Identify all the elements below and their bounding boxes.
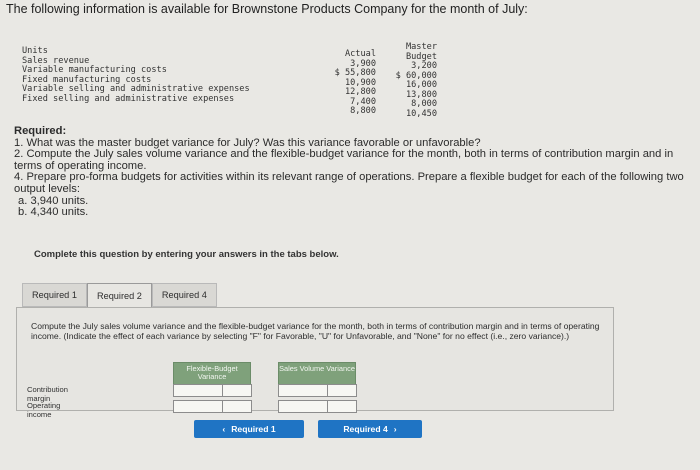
oi-volume-effect-select[interactable] xyxy=(327,400,357,413)
actual-value: 7,400 xyxy=(350,96,376,107)
master-header: Budget xyxy=(405,51,437,62)
actual-value: $ 55,800 xyxy=(334,68,376,78)
required-section xyxy=(14,126,694,219)
required-subitem: a. 3,940 units. xyxy=(18,194,89,207)
master-value: 3,200 xyxy=(411,61,437,71)
oi-flex-amount-input[interactable] xyxy=(173,400,223,413)
next-tab-label: Required 4 xyxy=(343,424,388,434)
tab-required-4[interactable]: Required 4 xyxy=(152,283,217,307)
master-value: 16,000 xyxy=(405,80,437,90)
cm-flex-amount-input[interactable] xyxy=(173,384,223,397)
previous-tab-button[interactable] xyxy=(194,420,304,438)
master-budget-column xyxy=(383,43,437,119)
required-item: 1. What was the master budget variance for July? Was this variance favorable or unfavorable? xyxy=(14,136,481,149)
row-label: Sales revenue xyxy=(22,55,90,66)
master-header: Master xyxy=(405,42,437,52)
cm-volume-amount-input[interactable] xyxy=(278,384,328,397)
row-label: Fixed selling and administrative expenses xyxy=(22,93,235,104)
oi-volume-amount-input[interactable] xyxy=(278,400,328,413)
actual-value: 10,900 xyxy=(344,77,376,88)
row-label: Units xyxy=(22,46,48,56)
answer-panel xyxy=(16,307,614,419)
row-labels xyxy=(22,47,250,104)
required-title: Required: xyxy=(14,125,67,137)
next-tab-button[interactable] xyxy=(318,420,422,438)
required-item: 4. Prepare pro-forma budgets for activities within its relevant range of operations. Prepare a flexible budget for each of the following two output levels: xyxy=(14,171,684,195)
operating-income-label: Operating income xyxy=(27,401,61,419)
actual-value: 3,900 xyxy=(350,58,376,69)
tab-bar xyxy=(22,283,217,307)
actual-value: 8,800 xyxy=(350,106,376,116)
contribution-margin-label: Contribution margin xyxy=(27,385,68,403)
master-value: 8,000 xyxy=(411,99,437,109)
actual-value: 12,800 xyxy=(344,87,376,97)
previous-tab-label: Required 1 xyxy=(231,424,276,434)
chevron-right-icon: › xyxy=(393,424,397,434)
row-label: Variable selling and administrative expenses xyxy=(22,84,250,94)
chevron-left-icon: ‹ xyxy=(222,424,226,434)
flexible-budget-variance-header: Flexible-Budget Variance xyxy=(173,362,251,386)
tab-required-2[interactable]: Required 2 xyxy=(87,283,152,308)
actual-column xyxy=(318,50,376,117)
problem-intro: The following information is available for Brownstone Products Company for the month of July: xyxy=(6,2,528,16)
complete-instruction: Complete this question by entering your answers in the tabs below. xyxy=(34,249,339,260)
master-value: 13,800 xyxy=(405,89,437,100)
sales-volume-variance-header: Sales Volume Variance xyxy=(278,362,356,386)
cm-volume-effect-select[interactable] xyxy=(327,384,357,397)
actual-header: Actual xyxy=(344,49,376,59)
master-value: 10,450 xyxy=(405,108,437,119)
required-subitem: b. 4,340 units. xyxy=(18,206,89,219)
row-label: Variable manufacturing costs xyxy=(22,65,167,75)
panel-instruction: Compute the July sales volume variance and the flexible-budget variance for the month, both in terms of contribution margin and in terms of operating income. (Indicate the effect of each variance by selecting "F" for Favorable, "U" for Unfavorable, and "None" for no effect (i.e., zero variance).) xyxy=(31,321,600,341)
master-value: $ 60,000 xyxy=(395,70,437,81)
row-label: Fixed manufacturing costs xyxy=(22,74,152,85)
oi-flex-effect-select[interactable] xyxy=(222,400,252,413)
cm-flex-effect-select[interactable] xyxy=(222,384,252,397)
tab-required-1[interactable]: Required 1 xyxy=(22,283,87,307)
required-item: 2. Compute the July sales volume variance and the flexible-budget variance for the month, both in terms of contribution margin and in terms of operating income. xyxy=(14,148,674,172)
